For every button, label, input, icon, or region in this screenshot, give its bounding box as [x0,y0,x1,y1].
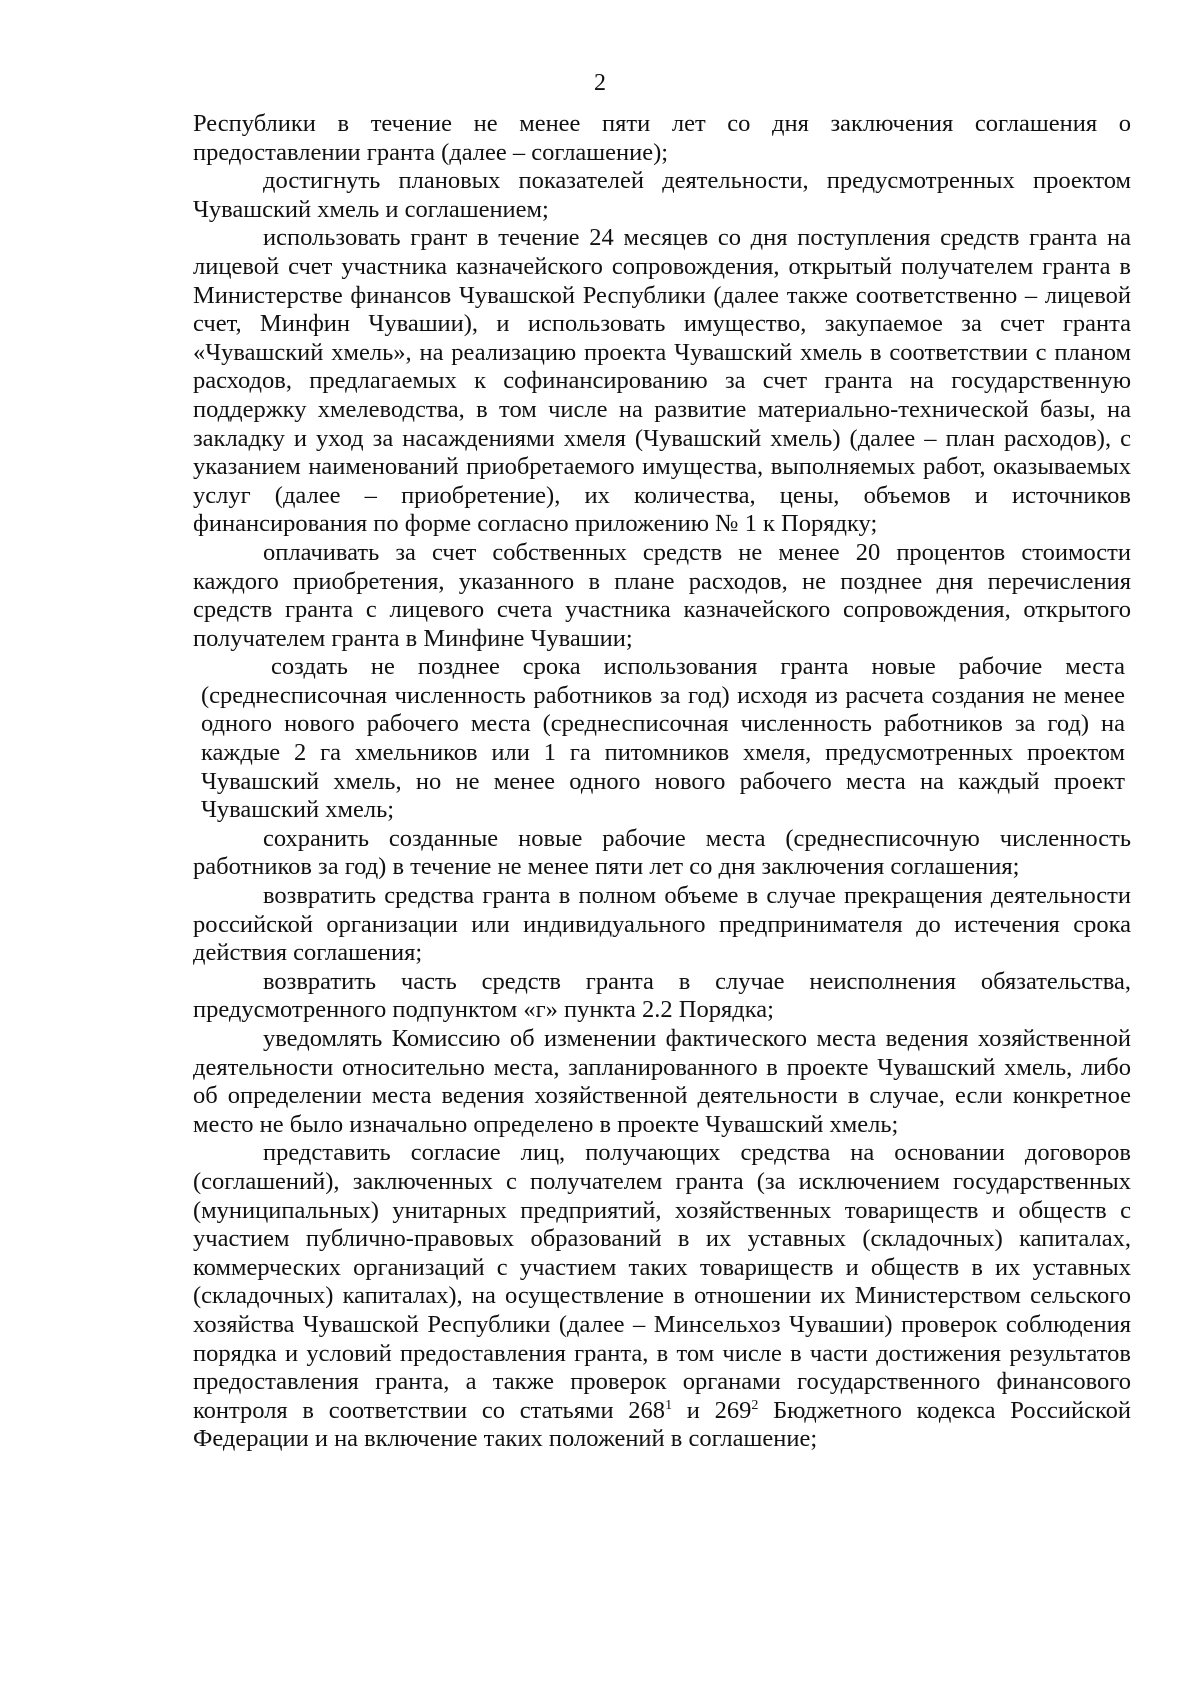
paragraph: оплачивать за счет собственных средств не менее 20 процентов стоимости каждого приобретения, указанного в плане расходов, не позднее дня перечисления средств гранта с лицевого счета участника казначейского сопровождения, открытого получателем гранта в Минфине Чувашии; [193,538,1131,652]
paragraph: сохранить созданные новые рабочие места (среднесписочную численность работников за год) в течение не менее пяти лет со дня заключения соглашения; [193,824,1131,881]
paragraph: использовать грант в течение 24 месяцев со дня поступления средств гранта на лицевой счет участника казначейского сопровождения, открытый получателем гранта в Министерстве финансов Чувашской Республики (далее также соответственно – лицевой счет, Минфин Чувашии), и использовать имущество, закупаемое за счет гранта «Чувашский хмель», на реализацию проекта Чувашский хмель в соответствии с планом расходов, предлагаемых к софинансированию за счет гранта на государственную поддержку хмелеводства, в том числе на развитие материально-технической базы, на закладку и уход за насаждениями хмеля (Чувашский хмель) (далее – план расходов), с указанием наименований приобретаемого имущества, выполняемых работ, оказываемых услуг (далее – приобретение), их количества, цены, объемов и источников финансирования по форме согласно приложению № 1 к Порядку; [193,224,1131,538]
paragraph: возвратить часть средств гранта в случае неисполнения обязательства, предусмотренного подпунктом «г» пункта 2.2 Порядка; [193,967,1131,1024]
document-body [193,110,1131,1454]
paragraph-text: представить согласие лиц, получающих средства на основании договоров (соглашений), заключенных с получателем гранта (за исключением государственных (муниципальных) унитарных предприятий, хозяйственных товариществ и обществ с участием публично-правовых образований в их уставных (складочных) капиталах, коммерческих организаций с участием таких товариществ и обществ в их уставных (складочных) капиталах), на осуществление в отношении их Министерством сельского хозяйства Чувашской Республики (далее – Минсельхоз Чувашии) проверок соблюдения порядка и условий предоставления гранта, в том числе в части достижения результатов предоставления гранта, а также проверок органами государственного финансового контроля в соответствии со статьями 268 [193,1139,1131,1424]
paragraph: возвратить средства гранта в полном объеме в случае прекращения деятельности российской организации или индивидуального предпринимателя до истечения срока действия соглашения; [193,882,1131,967]
paragraph: достигнуть плановых показателей деятельности, предусмотренных проектом Чувашский хмель и соглашением; [193,167,1131,223]
page-number: 2 [594,70,606,96]
superscript: 2 [751,1397,759,1413]
paragraph-text: и 269 [672,1396,752,1424]
paragraph: создать не позднее срока использования гранта новые рабочие места (среднесписочная численность работников за год) исходя из расчета создания не менее одного нового рабочего места (среднесписочная численность работников за год) на каждые 2 га хмельников или 1 га питомников хмеля, предусмотренных проектом Чувашский хмель, но не менее одного нового рабочего места на каждый проект Чувашский хмель; [201,653,1125,824]
paragraph-text: Бюджетного кодекса Российской Федерации и на включение таких положений в соглашение; [193,1396,1131,1453]
superscript: 1 [665,1397,673,1413]
paragraph-with-footnotes [193,1139,1131,1454]
paragraph: Республики в течение не менее пяти лет со дня заключения соглашения о предоставлении гранта (далее – соглашение); [193,110,1131,166]
paragraph: уведомлять Комиссию об изменении фактического места ведения хозяйственной деятельности относительно места, запланированного в проекте Чувашский хмель, либо об определении места ведения хозяйственной деятельности в случае, если конкретное место не было изначально определено в проекте Чувашский хмель; [193,1025,1131,1138]
